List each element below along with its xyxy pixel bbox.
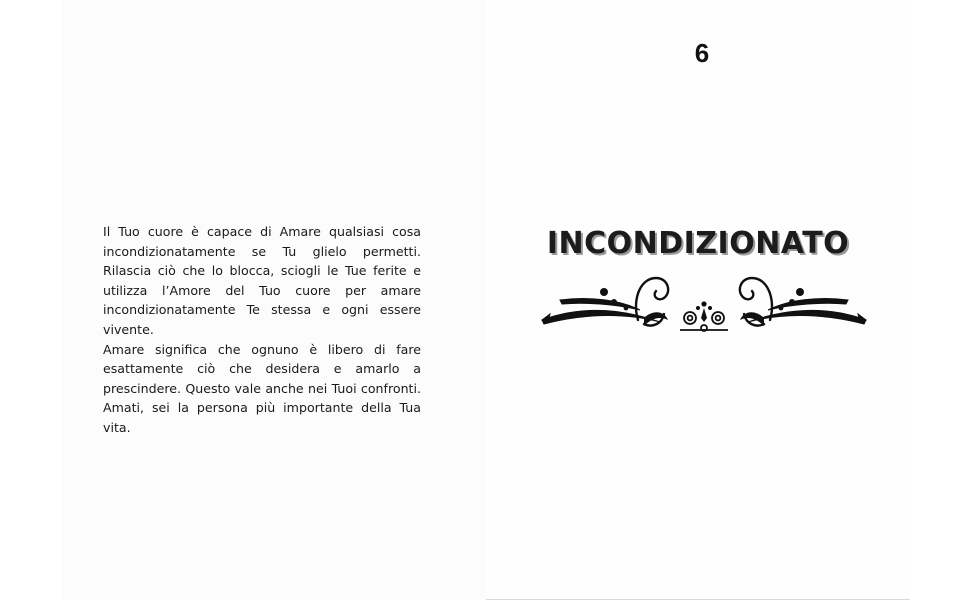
page-number: 6 [694, 38, 710, 68]
chapter-title: INCONDIZIONATO [546, 226, 850, 261]
flourish-divider-icon [540, 270, 868, 336]
body-text [103, 222, 421, 438]
left-page [62, 0, 486, 600]
paragraph-1: Il Tuo cuore è capace di Amare qualsiasi cosa incondizionatamente se Tu glielo permetti. Rilascia ciò che lo blocca, sciogli le Tue ferite e utilizza l’Amore del Tuo cuore per amare incondizionatamente Te stessa e ogni essere vivente. [103, 224, 421, 337]
book-spread [62, 0, 910, 600]
right-page [486, 0, 910, 600]
paragraph-2: Amare significa che ognuno è libero di fare esattamente ciò che desidera e amarlo a prescindere. Questo vale anche nei Tuoi confronti. Amati, sei la persona più importante della Tua vita. [103, 341, 421, 435]
